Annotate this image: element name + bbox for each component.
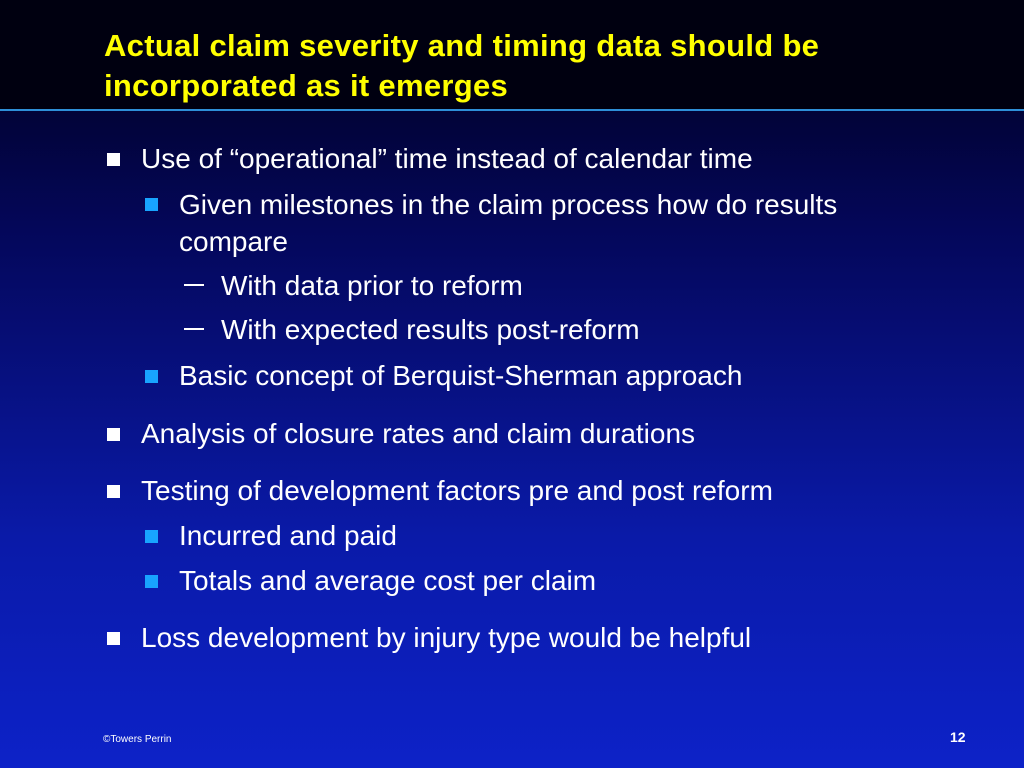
page-number: 12 xyxy=(950,729,966,745)
dash-bullet-icon xyxy=(184,284,204,286)
square-bullet-icon xyxy=(107,485,120,498)
bullet-item: Testing of development factors pre and post reform xyxy=(141,475,773,506)
sub-bullet-item: Totals and average cost per claim xyxy=(179,565,597,596)
sub-bullet-item: Basic concept of Berquist-Sherman approach xyxy=(179,360,743,391)
square-bullet-icon xyxy=(145,530,158,543)
bullet-item: Analysis of closure rates and claim durations xyxy=(141,418,696,449)
square-bullet-icon xyxy=(145,198,158,211)
footer-copyright: ©Towers Perrin xyxy=(103,734,172,745)
slide-title: Actual claim severity and timing data should be incorporated as it emerges xyxy=(104,28,820,103)
square-bullet-icon xyxy=(107,632,120,645)
square-bullet-icon xyxy=(145,370,158,383)
sub-bullet-item: Given milestones in the claim process how do results compare xyxy=(179,189,838,257)
dash-bullet-icon xyxy=(184,328,204,330)
bullet-item: Loss development by injury type would be helpful xyxy=(141,622,752,653)
square-bullet-icon xyxy=(145,575,158,588)
square-bullet-icon xyxy=(107,428,120,441)
sub-sub-bullet-item: With data prior to reform xyxy=(221,270,523,301)
sub-sub-bullet-item: With expected results post-reform xyxy=(221,314,640,345)
bullet-item: Use of “operational” time instead of calendar time xyxy=(141,143,753,174)
square-bullet-icon xyxy=(107,153,120,166)
sub-bullet-item: Incurred and paid xyxy=(179,520,397,551)
